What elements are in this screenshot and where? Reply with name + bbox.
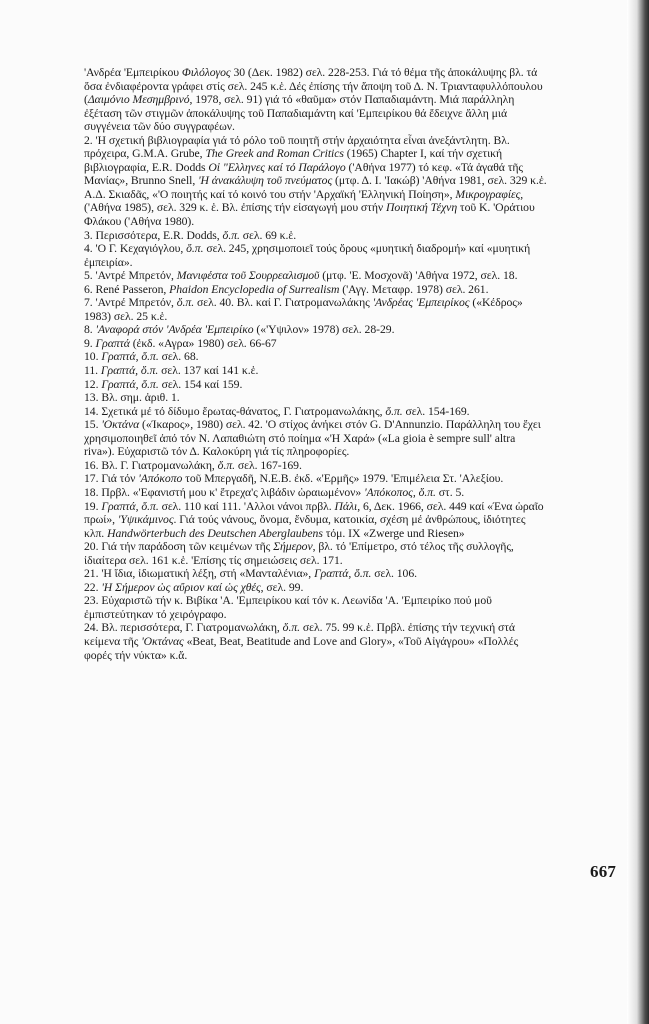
footnote-italic-text: ὅ.π. xyxy=(282,621,300,635)
footnote-italic-text: Σήμερον xyxy=(273,540,313,554)
footnote-italic-text: Phaidon Encyclopedia of Surrealism xyxy=(169,282,340,296)
footnote-text: σελ. 245, χρησιμοποιεῖ τούς ὅρους «μυητική διαδρομή» καί «μυητική ἐμπειρία». xyxy=(84,242,531,269)
footnote xyxy=(84,472,548,486)
footnote-text: σελ. 75. 99 κ.ἑ. Πρβλ. ἐπίσης τήν τεχνική στά κείμενα τῆς xyxy=(84,621,515,648)
footnote xyxy=(84,567,548,581)
footnote-italic-text: ὅ.π. xyxy=(217,458,236,472)
footnote-italic-text: Γραπτά, ὅ.π. xyxy=(100,364,159,378)
footnote-italic-text: Γραπτά, ὅ.π. xyxy=(101,499,159,513)
footnote-text: 12. xyxy=(84,377,102,391)
footnote-italic-text: Γραπτά, ὅ.π. xyxy=(101,350,159,364)
footnote-italic-text: ὅ.π. xyxy=(222,228,240,242)
footnote-text: 16. Βλ. Γ. Γιατρομανωλάκη, xyxy=(84,458,218,472)
footnote xyxy=(84,283,548,297)
footnote-italic-text: Γραπτά xyxy=(95,336,130,350)
footnote-italic-text: 'Οκτάνα xyxy=(101,418,140,432)
footnote-text: 18. Πρβλ. «'Εφανιστή μου κ' ἔτρεχα'ς λιβάδιν ὡραιωμένον» xyxy=(84,485,365,499)
footnote-text: 21. 'Η ἴδια, ἰδιωματική λέξη, στή «Μανταλένια», xyxy=(84,567,315,581)
footnote-text: τοῦ Κ. 'Οράτιου Φλάκου ('Αθήνα 1980). xyxy=(84,201,535,229)
footnote-italic-text: 'Οκτάνας xyxy=(141,634,184,648)
footnote-text: 20. Γιά τήν παράδοση τῶν κειμένων τῆς xyxy=(84,540,274,554)
footnote-text: σελ. 40. Βλ. καί Γ. Γιατρομανωλάκης xyxy=(194,296,373,310)
footnote-text: τόμ. IX «Zwerge und Riesen» xyxy=(322,526,465,540)
footnote-text: , βλ. τό 'Επίμετρο, στό τέλος τῆς συλλογῆς, ἰδιαίτερα σελ. 161 κ.ἑ. 'Επίσης τίς σημειώσεις σελ. 171. xyxy=(84,540,514,567)
footnote xyxy=(84,269,548,283)
footnote-text: ('Αθήνα 1977) τό κεφ. «Τά ἀγαθά τῆς Μανίας», Brunno Snell, xyxy=(84,160,524,188)
footnote-italic-text: Μικρογραφίες xyxy=(455,187,521,201)
footnote-text: 6. René Passeron, xyxy=(84,282,170,296)
footnote-text: σελ. 69 κ.ἑ. xyxy=(239,228,297,242)
footnote-italic-text: ὅ.π. xyxy=(385,404,403,418)
footnote-text: 2. 'Η σχετική βιβλιογραφία γιά τό ρόλο τοῦ ποιητῆ στήν ἀρχαιότητα εἶναι ἀνεξάντλητη. Βλ. πρόχειρα, G.M.A. Grube, xyxy=(84,133,510,161)
footnote-text: , 1978, σελ. 91) γιά τό «θαῦμα» στόν Παπαδιαμάντη. Μιά παράλληλη ἐξέταση τῶν στιγμῶν ἀποκάλυψης τοῦ Παπαδιαμάντη καί 'Εμπειρίκου θά ἔδειχνε ἄλλη μιά συγγένεια τῶν δύο συγγραφέων. xyxy=(84,93,515,134)
footnote xyxy=(84,418,548,459)
footnote-text: σελ. 154-169. xyxy=(402,404,470,418)
footnote xyxy=(84,296,548,323)
footnote-text: 23. Εὐχαριστῶ τήν κ. Βιβίκα 'Α. 'Εμπειρίκου καί τόν κ. Λεωνίδα 'Α. 'Εμπειρίκο πού μοῦ ἐμπιστεύτηκαν τό χειρόγραφο. xyxy=(84,594,492,621)
footnote-text: 9. xyxy=(84,336,96,350)
footnote-italic-text: 'Απόκοπος, ὅ.π. xyxy=(364,485,436,499)
footnote-text: (μτφ. Δ. Ι. 'Ιακώβ) 'Αθήνα 1981, σελ. 329 κ.ἑ. Α.Δ. Σκιαδᾶς, «'Ο ποιητής καί τό κοινό του στήν 'Αρχαϊκή 'Ελληνική Ποίηση», xyxy=(84,174,547,201)
footnote-text: («Κέδρος» 1983) σελ. 25 κ.ἑ. xyxy=(84,296,523,323)
book-spine-shadow xyxy=(627,0,649,1024)
page-number: 667 xyxy=(590,862,617,881)
footnote xyxy=(84,540,548,567)
footnote-text: 24. Βλ. περισσότερα, Γ. Γιατρομανωλάκη, xyxy=(84,621,283,635)
footnote-text: , 6, Δεκ. 1966, σελ. 449 καί «Ένα ὡραῖο πρωί», xyxy=(84,499,544,527)
footnote-italic-text: Πάλι xyxy=(334,499,358,513)
footnote-text: , σελ. 99. xyxy=(260,580,304,594)
footnote-italic-text: Μανιφέστα τοῦ Σουρρεαλισμοῦ xyxy=(176,269,320,283)
footnote-text: τοῦ Μπεργαδῆ, Ν.Ε.Β. ἐκδ. «'Ερμῆς» 1979. 'Επιμέλεια Στ. 'Αλεξίου. xyxy=(182,472,504,486)
footnote xyxy=(84,391,548,405)
footnote-italic-text: 'Η Σήμερον ὡς αὔριον καί ὡς χθές xyxy=(101,580,261,594)
footnote-italic-text: 'Απόκοπο xyxy=(138,472,183,486)
footnote-italic-text: 'Η ἀνακάλυψη τοῦ πνεύματος xyxy=(198,174,333,188)
footnote-text: 3. Περισσότερα, E.R. Dodds, xyxy=(84,228,223,242)
footnote-text: 19. xyxy=(84,499,102,513)
footnote-italic-text: 'Αναφορά στόν 'Ανδρέα 'Εμπειρίκο xyxy=(95,323,254,337)
footnote-italic-text: Γραπτά, ὅ.π. xyxy=(101,377,159,391)
footnote-text: σελ. 137 καί 141 κ.ἑ. xyxy=(158,364,259,378)
footnote xyxy=(84,323,548,337)
footnote xyxy=(84,242,548,269)
footnote-italic-text: 'Υψικάμινος xyxy=(117,513,174,527)
footnote-text: . Γιά τούς νάνους, ὄνομα, ἔνδυμα, κατοικία, σχέση μέ ἀνθρώπους, ἰδιότητες κλπ. xyxy=(84,513,526,540)
footnote-text: 14. Σχετικά μέ τό δίδυμο ἔρωτας-θάνατος, Γ. Γιατρομανωλάκης, xyxy=(84,404,386,418)
footnote-text: 11. xyxy=(84,364,101,378)
footnote xyxy=(84,66,548,134)
footnote-text: «Beat, Beat, Beatitude and Love and Glory», «Τοῦ Αἰγάγρου» «Πολλές φορές τήν νύκτα» κ.ἄ. xyxy=(84,634,519,662)
footnote-text: 5. 'Αντρέ Μπρετόν, xyxy=(84,269,177,283)
footnote-text: («'Υψιλον» 1978) σελ. 28-29. xyxy=(253,323,395,337)
footnote-text: σελ. 68. xyxy=(158,350,199,364)
footnotes-block xyxy=(84,66,548,662)
footnote xyxy=(84,134,548,229)
footnote-text: σελ. 110 καί 111. 'Αλλοι νάνοι πρβλ. xyxy=(158,499,335,513)
footnote-italic-text: Φιλόλογος xyxy=(181,66,231,79)
footnote-text: (ἐκδ. «Αγρα» 1980) σελ. 66-67 xyxy=(129,336,277,350)
footnote-text: (μτφ. 'Ε. Μοσχονᾶ) 'Αθήνα 1972, σελ. 18. xyxy=(319,269,518,283)
footnote-text: («Ίκαρος», 1980) σελ. 42. 'Ο στίχος ἀνήκει στόν G. D'Annunzio. Παράλληλη του ἔχει χρησιμοποιηθεῖ ἀπό τόν Ν. Λαπαθιώτη στό ποίημα «'Η Χαρά» («La gioia è sempre sull' altra riva»). Εὐχαριστῶ τόν Δ. Καλοκύρη γιά τίς πληροφορίες. xyxy=(84,418,541,459)
footnote-text: 17. Γιά τόν xyxy=(84,472,139,486)
footnote-text: ('Αγγ. Μεταφρ. 1978) σελ. 261. xyxy=(339,282,489,296)
footnote-text: 13. Βλ. σημ. ἀριθ. 1. xyxy=(84,391,180,405)
footnote-text: σελ. 106. xyxy=(371,567,418,581)
footnote-italic-text: 'Ανδρέας 'Εμπειρίκος xyxy=(372,296,470,310)
footnote-text: 4. 'Ο Γ. Κεχαγιόγλου, xyxy=(84,242,187,256)
footnote xyxy=(84,486,548,500)
footnote-italic-text: Δαιμόνιο Μεσημβρινό xyxy=(87,93,190,107)
footnote-italic-text: Οἱ "Ελληνες καί τό Παράλογο xyxy=(208,160,346,174)
footnote-text: 'Ανδρέα 'Εμπειρίκου xyxy=(84,66,182,79)
footnote-italic-text: ὅ.π. xyxy=(176,296,195,310)
footnote-italic-text: The Greek and Roman Critics xyxy=(205,147,344,161)
footnote-text: στ. 5. xyxy=(435,485,465,499)
footnote-text: σελ. 154 καί 159. xyxy=(158,377,243,391)
footnote-text: 7. 'Αντρέ Μπρετόν, xyxy=(84,296,177,310)
footnote xyxy=(84,364,548,378)
footnote-italic-text: Handwörterbuch des Deutschen Aberglaubens xyxy=(107,526,323,540)
footnote-text: (1965) Chapter I, καί τήν σχετική βιβλιογραφία, E.R. Dodds xyxy=(84,147,503,174)
footnote-text: 30 (Δεκ. 1982) σελ. 228-253. Γιά τό θέμα τῆς ἀποκάλυψης βλ. τά ὅσα ἐνδιαφέροντα γράφει στίς σελ. 245 κ.ἑ. Δές ἐπίσης τήν ἄποψη τοῦ Δ. Ν. Τριανταφυλλόπουλου ( xyxy=(84,66,543,107)
footnote-italic-text: Γραπτά, ὅ.π. xyxy=(314,567,372,581)
footnote xyxy=(84,500,548,541)
footnote xyxy=(84,350,548,364)
footnote xyxy=(84,378,548,392)
footnote-text: , ('Αθήνα 1985), σελ. 329 κ. ἑ. Βλ. ἐπίσης τήν εἰσαγωγή μου στήν xyxy=(84,187,524,215)
footnote-text: 10. xyxy=(84,350,102,364)
footnote xyxy=(84,459,548,473)
footnote-text: 22. xyxy=(84,580,102,594)
footnote xyxy=(84,581,548,595)
footnote-italic-text: Ποιητική Τέχνη xyxy=(386,201,458,215)
footnote xyxy=(84,337,548,351)
footnote-italic-text: ὅ.π. xyxy=(186,242,204,256)
footnote xyxy=(84,621,548,662)
footnote-text: σελ. 167-169. xyxy=(235,458,302,472)
footnote xyxy=(84,229,548,243)
footnote-text: 8. xyxy=(84,323,96,337)
footnote-text: 15. xyxy=(84,418,102,432)
footnote xyxy=(84,405,548,419)
footnote xyxy=(84,594,548,621)
